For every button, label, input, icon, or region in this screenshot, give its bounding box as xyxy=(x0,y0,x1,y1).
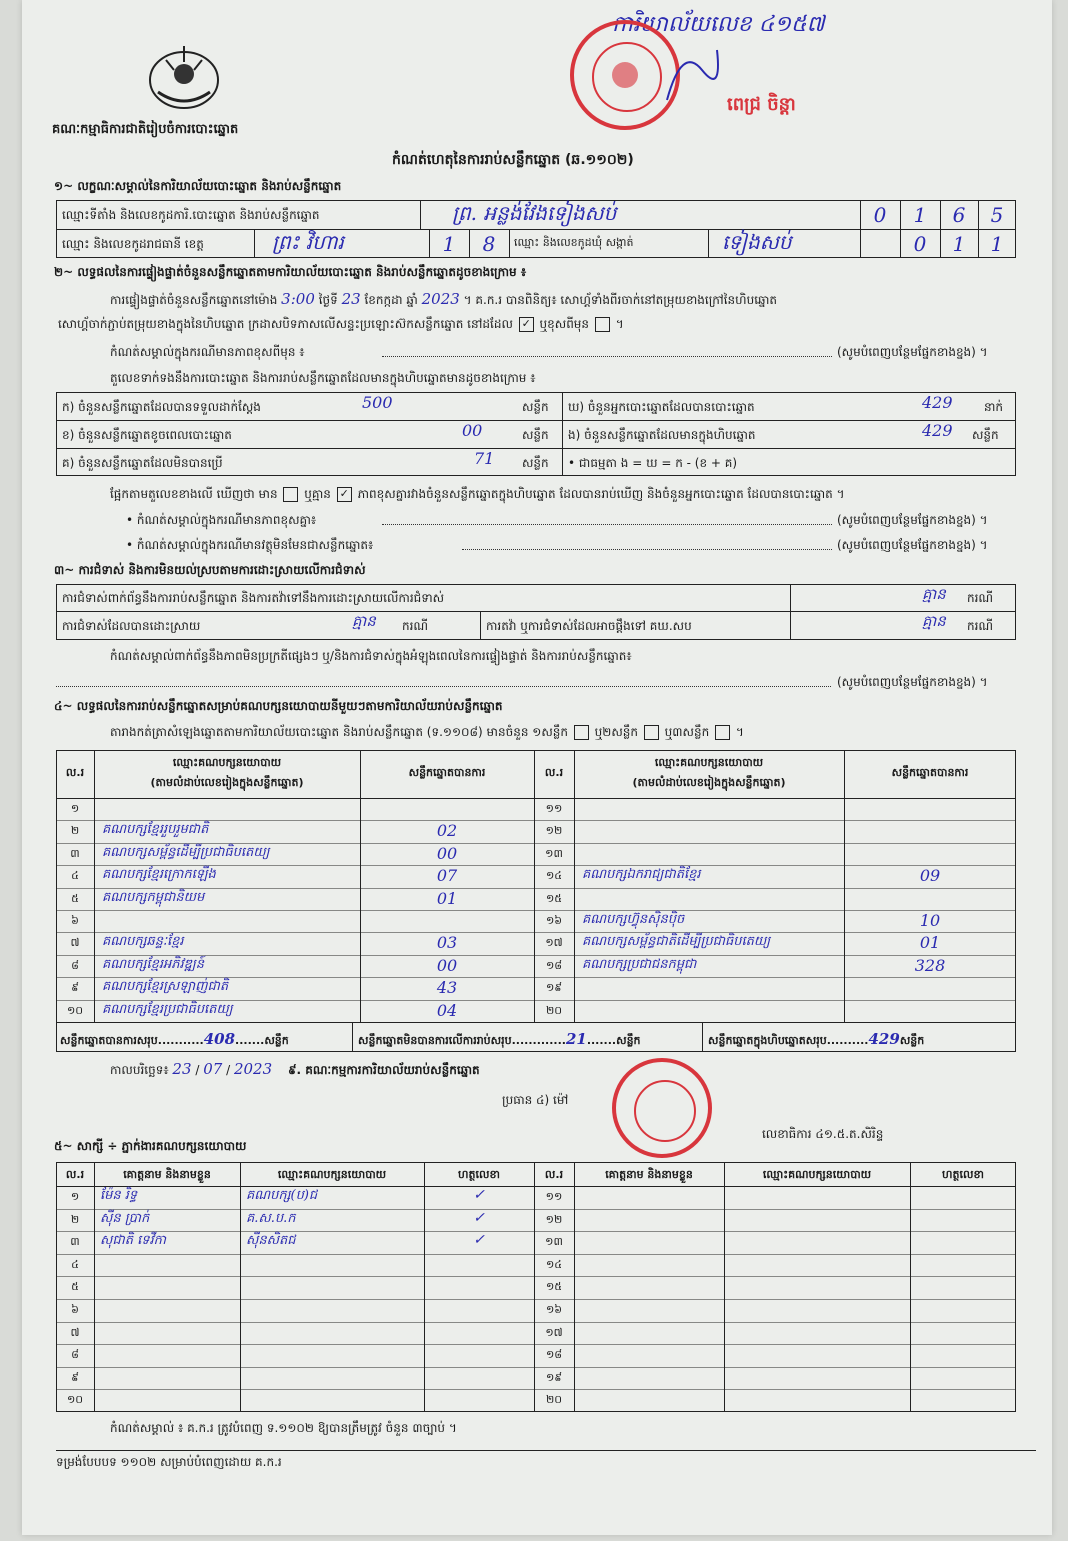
row-number: ១៣ xyxy=(545,1235,563,1248)
party-votes: 43 xyxy=(436,978,458,997)
witness-signature: ✓ xyxy=(473,1210,485,1226)
col-number: ល.រ xyxy=(544,1168,564,1181)
col-party-sub: (តាមលំដាប់លេខរៀងក្នុងសន្លឹកឆ្នោត) xyxy=(150,776,304,789)
party-votes: 00 xyxy=(436,956,458,975)
unit-label: សន្លឹក xyxy=(522,400,549,414)
document-page xyxy=(22,0,1052,1535)
party-name: គណបក្សខ្មែរអភិវឌ្ឍន៍ xyxy=(102,957,205,972)
party-name: គណបក្សឯករាជ្យជាតិខ្មែរ xyxy=(582,867,701,882)
verification-line: ការផ្ទៀងផ្ទាត់ចំនួនសន្លឹកឆ្នោតនៅម៉ោង 3:00 ថ្ងៃទី 23 ខែកក្កដា ឆ្នាំ 2023 ។ គ.ក.រ បានពិនិត្យ៖ សោហ្គ័ទាំងពីរចាក់នៅតម្រុយខាងក្រៅនៃហិបឆ្នោត xyxy=(110,290,778,308)
site-code-digit: 0 xyxy=(873,203,887,227)
row-number: ១៧ xyxy=(545,936,563,949)
difference-note: កំណត់សម្គាល់ក្នុងករណីមានភាពខុសពីមុន ៖ xyxy=(110,345,305,359)
commission-name: គណៈកម្មាធិការជាតិរៀបចំការបោះឆ្នោត xyxy=(52,122,239,137)
two-sheet-checkbox[interactable] xyxy=(644,725,659,740)
figure-e-value: 429 xyxy=(922,421,953,440)
party-name: គណបក្សខ្មែររួបរួមជាតិ xyxy=(102,822,209,837)
site-code-digit: 5 xyxy=(990,203,1004,227)
site-label: ឈ្មោះទីតាំង និងលេខកូដការិ.បោះឆ្នោត និងរាប់សន្លឹកឆ្នោត xyxy=(62,208,320,222)
resolved-value: គ្មាន xyxy=(352,612,376,630)
row-number: ១៧ xyxy=(545,1326,563,1339)
witness-name: ស៊ីន ប្រាក់ xyxy=(100,1211,150,1226)
unit-label: នាក់ xyxy=(984,400,1004,414)
unit-label: សន្លឹក xyxy=(522,428,549,442)
appeal-value: គ្មាន xyxy=(922,612,946,630)
row-number: ១០ xyxy=(66,1393,84,1406)
row-number: ១ xyxy=(70,1190,80,1203)
party-name: គណបក្សហ៊្វុនស៊ិនប៉ិច xyxy=(582,912,685,927)
date-line: កាលបរិច្ឆេទ៖ 23 / 07 / 2023 ៩. គណៈកម្មការការិយាល័យរាប់សន្លឹកឆ្នោត xyxy=(110,1060,480,1078)
appeal-label: ការតវ៉ា ឬការជំទាស់ដែលអាចផ្តឹងទៅ គឃ.សប xyxy=(486,619,692,633)
row-number: ១១ xyxy=(545,802,563,815)
three-sheet-checkbox[interactable] xyxy=(715,725,730,740)
party-name: គណបក្សខ្មែរក្រោកឡើង xyxy=(102,867,216,882)
site-name: ព្រ. អន្លង់វែងទៀងសប់ xyxy=(452,201,617,225)
row-number: ១៦ xyxy=(545,914,563,927)
has-difference-checkbox[interactable] xyxy=(283,487,298,502)
unit-label: សន្លឹក xyxy=(972,428,999,442)
row-number: ៦ xyxy=(71,1303,79,1316)
party-votes: 09 xyxy=(919,866,941,885)
secretary-signature: លេខាធិការ ៤១.៥.ត.សិរិន្ទ xyxy=(762,1127,884,1141)
row-number: ៥ xyxy=(71,892,79,905)
figure-b-value: 00 xyxy=(462,421,483,440)
difference-bullet: • កំណត់សម្គាល់ក្នុងករណីមានភាពខុសគ្នា៖ xyxy=(126,513,317,527)
row-number: ៣ xyxy=(70,1235,80,1248)
province-name: ព្រះ វិហារ xyxy=(272,230,344,254)
complaints-value: គ្មាន xyxy=(922,585,946,603)
total-invalid-line: សន្លឹកឆ្នោតមិនបានការលើការរាប់សរុប.............21.......សន្លឹក xyxy=(358,1030,641,1048)
row-number: ៤ xyxy=(71,1258,79,1271)
row-number: ១ xyxy=(70,802,80,815)
figure-d-label: ឃ) ចំនួនអ្នកបោះឆ្នោតដែលបានបោះឆ្នោត xyxy=(568,400,755,414)
formula-note: • ជាធម្មតា ង = ឃ = ក - (ខ + គ) xyxy=(568,456,738,470)
commune-code-digit: 1 xyxy=(952,232,966,256)
fill-back-note: (សូមបំពេញបន្ថែមផ្នែកខាងខ្នង) ។ xyxy=(837,675,988,689)
col-party: ឈ្មោះគណបក្សនយោបាយ xyxy=(762,1168,872,1181)
row-number: ១៤ xyxy=(545,869,563,882)
col-votes: សន្លឹកឆ្នោតបានការ xyxy=(891,766,969,779)
row-number: ១២ xyxy=(545,824,563,837)
row-number: ១១ xyxy=(545,1190,563,1203)
section3-heading: ៣~ ការជំទាស់ និងការមិនយល់ស្របតាមការដោះស្រាយលើការជំទាស់ xyxy=(54,563,366,577)
figure-b-label: ខ) ចំនួនសន្លឹកឆ្នោតខូចពេលបោះឆ្នោត xyxy=(62,428,232,442)
top-handwriting: ការិយាល័យលេខ ៤១៥៧ xyxy=(612,12,825,37)
commune-code-digit: 0 xyxy=(913,232,927,256)
row-number: ១៩ xyxy=(545,981,563,994)
party-name: គណបក្សសម្ព័ន្ធជាតិដើម្បីប្រជាធិបតេយ្យ xyxy=(582,934,771,949)
party-votes: 04 xyxy=(436,1001,458,1020)
row-number: ១២ xyxy=(545,1213,563,1226)
party-name: គណបក្សប្រជាជនកម្ពុជា xyxy=(582,957,697,972)
col-number: ល.រ xyxy=(65,1168,85,1181)
col-signature: ហត្ថលេខា xyxy=(942,1168,984,1181)
total-box-line: សន្លឹកឆ្នោតក្នុងហិបឆ្នោតសរុប..........429សន្លឹក xyxy=(708,1030,925,1048)
row-number: ៧ xyxy=(70,1326,80,1339)
complaints-label: ការជំទាស់ពាក់ព័ន្ធនឹងការរាប់សន្លឹកឆ្នោត និងការតវ៉ាទៅនឹងការដោះស្រាយលើការជំទាស់ xyxy=(62,591,445,605)
site-code-digit: 6 xyxy=(952,203,966,227)
party-name: គណបក្សខ្មែរស្រឡាញ់ជាតិ xyxy=(102,979,229,994)
col-name: គោត្តនាម និងនាមខ្លួន xyxy=(123,1168,211,1181)
row-number: ៩ xyxy=(71,981,79,994)
row-number: ២ xyxy=(70,824,80,837)
row-number: ២០ xyxy=(545,1004,563,1017)
col-votes: សន្លឹកឆ្នោតបានការ xyxy=(408,766,486,779)
footnote: កំណត់សម្គាល់ ៖ គ.ក.រ ត្រូវបំពេញ ទ.១១០២ ឱ្យបានត្រឹមត្រូវ ចំនួន ៣ច្បាប់ ។ xyxy=(110,1421,457,1435)
foreign-object-bullet: • កំណត់សម្គាល់ក្នុងករណីមានវត្ថុមិនមែនជាសន្លឹកឆ្នោត៖ xyxy=(126,538,374,552)
province-label: ឈ្មោះ និងលេខកូដរាជធានី ខេត្ត xyxy=(62,237,204,251)
difference-check-line: ផ្អែកតាមតួលេខខាងលើ ឃើញថា មាន ឬគ្មាន ✓ ភាពខុសគ្នារវាងចំនួនសន្លឹកឆ្នោតក្នុងហិបឆ្នោត ដែលបានរាប់ឃើញ និងចំនួនអ្នកបោះឆ្នោត ដែលបានបោះឆ្នោត ។ xyxy=(110,487,845,501)
party-name: គណបក្សកម្ពុជានិយម xyxy=(102,890,205,905)
row-number: ១៤ xyxy=(545,1258,563,1271)
resolved-label: ការជំទាស់ដែលបានដោះស្រាយ xyxy=(62,619,201,633)
case-unit: ករណី xyxy=(402,619,429,633)
section4-heading: ៤~ លទ្ធផលនៃការរាប់សន្លឹកឆ្នោតសម្រាប់គណបក្សនយោបាយនីមួយៗតាមការិយាល័យរាប់សន្លឹកឆ្នោត xyxy=(54,699,503,713)
figure-a-value: 500 xyxy=(362,393,393,412)
col-number: ល.រ xyxy=(65,766,85,779)
party-votes: 02 xyxy=(436,821,458,840)
irregularity-note: កំណត់សម្គាល់ពាក់ព័ន្ធនឹងភាពមិនប្រក្រតីផ្សេងៗ ឬ/និងការជំទាស់ក្នុងអំឡុងពេលនៃការផ្ទៀងផ្ទាត់ និងការរាប់សន្លឹកឆ្នោត៖ xyxy=(110,649,632,663)
col-signature: ហត្ថលេខា xyxy=(458,1168,500,1181)
witness-name: ម៉ែន រិទ្ធ xyxy=(100,1188,138,1203)
commune-label: ឈ្មោះ និងលេខកូដឃុំ សង្កាត់ xyxy=(514,236,634,249)
seal-check-line: សោហ្គ័ចាក់ភ្ជាប់តម្រុយខាងក្នុងនៃហិបឆ្នោត ក្រដាសបិទភាសលើសន្ទះប្រឡោះស៊កសន្លឹកឆ្នោត នៅដដែល ✓ ឬខុសពីមុន ។ xyxy=(58,317,624,331)
document-title: កំណត់ហេតុនៃការរាប់សន្លឹកឆ្នោត (ឆ.១១០២) xyxy=(392,152,634,168)
one-sheet-checkbox[interactable] xyxy=(574,725,589,740)
seal-name: ពេជ្រ ចិន្តា xyxy=(727,94,796,115)
witness-signature: ✓ xyxy=(473,1187,485,1203)
section5-heading: ៥~ សាក្សី ÷ ភ្នាក់ងារគណបក្សនយោបាយ xyxy=(54,1139,247,1153)
row-number: ៦ xyxy=(71,914,79,927)
row-number: ៩ xyxy=(71,1371,79,1384)
row-number: ១៦ xyxy=(545,1303,563,1316)
same-checkbox[interactable]: ✓ xyxy=(519,317,534,332)
site-code-digit: 1 xyxy=(913,203,927,227)
form-footer: ទម្រង់បែបបទ ១១០២ សម្រាប់បំពេញដោយ គ.ក.រ xyxy=(56,1455,282,1469)
row-number: ៨ xyxy=(71,1348,79,1361)
witness-party: ស៊ីនសិតជ xyxy=(246,1233,296,1248)
witness-signature: ✓ xyxy=(473,1232,485,1248)
total-valid-line: សន្លឹកឆ្នោតបានការសរុប...........408.......សន្លឹក xyxy=(60,1030,289,1048)
different-checkbox[interactable] xyxy=(595,317,610,332)
province-code-digit: 1 xyxy=(442,232,456,256)
party-name: គណបក្សខ្មែរប្រជាធិបតេយ្យ xyxy=(102,1002,233,1017)
col-name: គោត្តនាម និងនាមខ្លួន xyxy=(605,1168,693,1181)
figure-c-label: គ) ចំនួនសន្លឹកឆ្នោតដែលមិនបានប្រើ xyxy=(62,456,223,470)
commune-name: ទៀងសប់ xyxy=(722,230,792,254)
figure-c-value: 71 xyxy=(474,449,495,468)
row-number: ១៨ xyxy=(545,959,563,972)
figure-a-label: ក) ចំនួនសន្លឹកឆ្នោតដែលបានទទួលដាក់ស្តែង xyxy=(62,400,261,414)
section2-heading: ២~ លទ្ធផលនៃការផ្ទៀងផ្ទាត់ចំនួនសន្លឹកឆ្នោតតាមការិយាល័យបោះឆ្នោត និងរាប់សន្លឹកឆ្នោតដូចខាងក្រោម ៖ xyxy=(54,265,527,279)
row-number: ៤ xyxy=(71,869,79,882)
col-party-sub: (តាមលំដាប់លេខរៀងក្នុងសន្លឹកឆ្នោត) xyxy=(632,776,786,789)
nec-emblem-icon xyxy=(144,40,224,112)
row-number: ៣ xyxy=(70,847,80,860)
party-votes: 01 xyxy=(919,933,941,952)
row-number: ៧ xyxy=(70,936,80,949)
row-number: ២០ xyxy=(545,1393,563,1406)
row-number: ១៩ xyxy=(545,1371,563,1384)
section1-heading: ១~ លក្ខណៈសម្គាល់នៃការិយាល័យបោះឆ្នោត និងរាប់សន្លឹកឆ្នោត xyxy=(54,179,342,193)
witness-party: គ.ស.ប.ក xyxy=(246,1211,296,1226)
tally-sheet-line: តារាងកត់ត្រាសំឡេងឆ្នោតតាមការិយាល័យបោះឆ្នោត និងរាប់សន្លឹកឆ្នោត (ទ.១១០៨) មានចំនួន ១សន្លឹក ឬ២សន្លឹក ឬ៣សន្លឹក ។ xyxy=(110,725,744,739)
col-party: ឈ្មោះគណបក្សនយោបាយ xyxy=(277,1168,387,1181)
party-votes: 03 xyxy=(436,933,458,952)
figure-e-label: ង) ចំនួនសន្លឹកឆ្នោតដែលមានក្នុងហិបឆ្នោត xyxy=(568,428,756,442)
committee-seal-icon xyxy=(612,1058,712,1158)
row-number: ២ xyxy=(70,1213,80,1226)
party-votes: 00 xyxy=(436,844,458,863)
row-number: ៨ xyxy=(71,959,79,972)
row-number: ១៥ xyxy=(545,1280,563,1293)
party-votes: 328 xyxy=(914,956,946,975)
party-votes: 01 xyxy=(436,889,458,908)
row-number: ៥ xyxy=(71,1280,79,1293)
witness-name: សុជាតិ ទេវីកា xyxy=(100,1233,167,1248)
fill-back-note: (សូមបំពេញបន្ថែមផ្នែកខាងខ្នង) ។ xyxy=(837,513,988,527)
party-votes: 07 xyxy=(436,866,458,885)
unit-label: សន្លឹក xyxy=(522,456,549,470)
no-difference-checkbox[interactable]: ✓ xyxy=(337,487,352,502)
case-unit: ករណី xyxy=(967,619,994,633)
party-name: គណបក្សឆន្ទៈខ្មែរ xyxy=(102,934,184,949)
figure-d-value: 429 xyxy=(922,393,953,412)
row-number: ១៣ xyxy=(545,847,563,860)
commune-code-digit: 1 xyxy=(990,232,1004,256)
col-party: ឈ្មោះគណបក្សនយោបាយ xyxy=(172,756,282,769)
col-number: ល.រ xyxy=(544,766,564,779)
signature-icon xyxy=(662,40,722,110)
row-number: ១០ xyxy=(66,1004,84,1017)
party-votes: 10 xyxy=(919,911,941,930)
province-code-digit: 8 xyxy=(482,232,496,256)
witness-party: គណបក្ស(ប)ជ xyxy=(246,1188,318,1203)
col-party: ឈ្មោះគណបក្សនយោបាយ xyxy=(654,756,764,769)
row-number: ១៥ xyxy=(545,892,563,905)
case-unit: ករណី xyxy=(967,591,994,605)
row-number: ១៨ xyxy=(545,1348,563,1361)
fill-back-note: (សូមបំពេញបន្ថែមផ្នែកខាងខ្នង) ។ xyxy=(837,345,988,359)
chair-signature: ប្រធាន ៤) ម៉ៅ xyxy=(502,1093,569,1107)
party-name: គណបក្សសម្ព័ន្ធដើម្បីប្រជាធិបតេយ្យ xyxy=(102,845,270,860)
fill-back-note: (សូមបំពេញបន្ថែមផ្នែកខាងខ្នង) ។ xyxy=(837,538,988,552)
figures-intro: តួលេខទាក់ទងនឹងការបោះឆ្នោត និងការរាប់សន្លឹកឆ្នោតដែលមានក្នុងហិបឆ្នោតមានដូចខាងក្រោម ៖ xyxy=(110,371,536,385)
